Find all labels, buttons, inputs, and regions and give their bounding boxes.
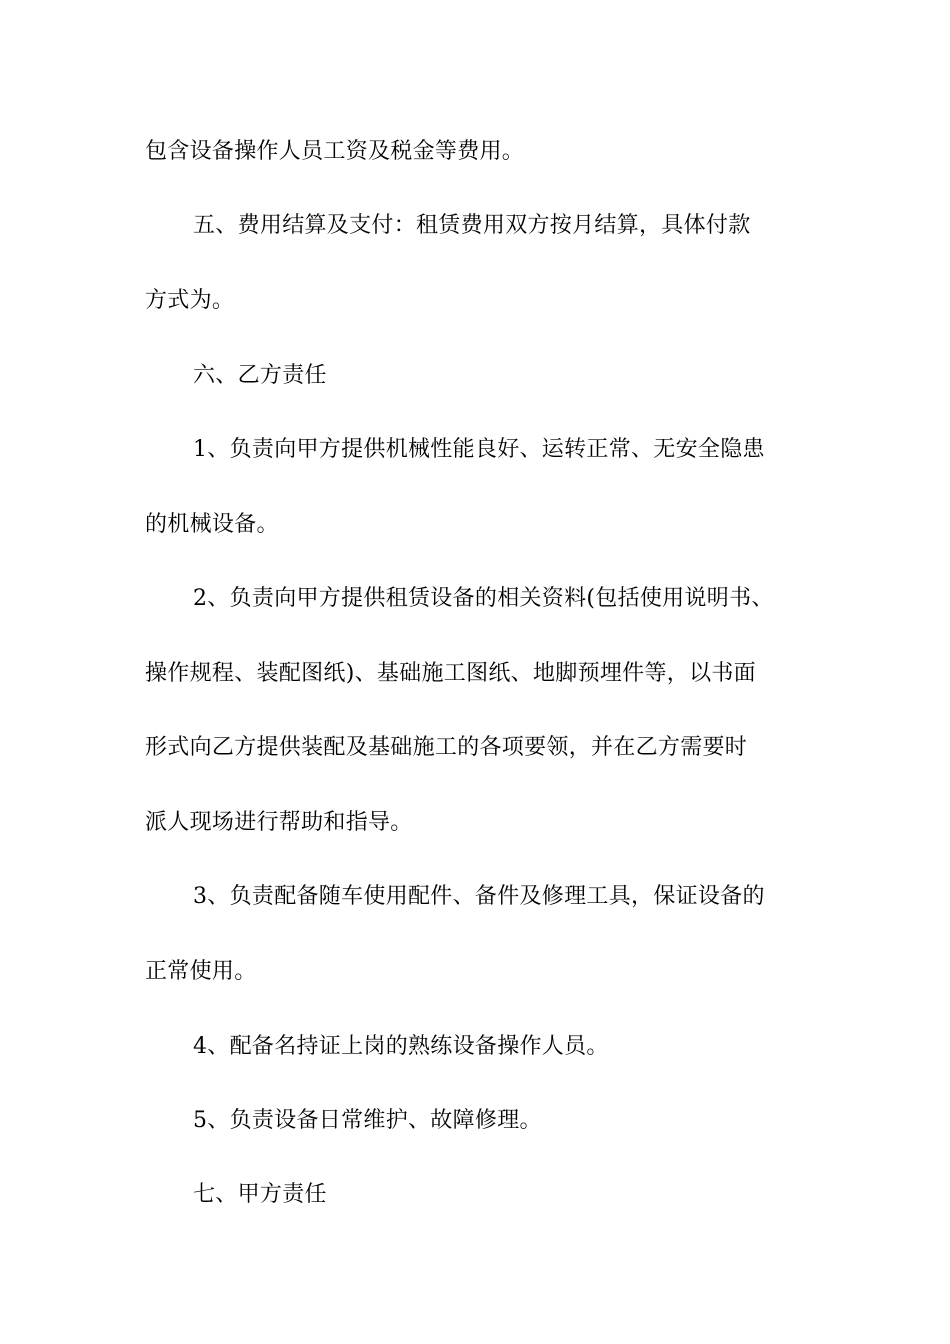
- list-item: 1、负责向甲方提供机械性能良好、运转正常、无安全隐患: [193, 437, 765, 462]
- list-item: 2、负责向甲方提供租赁设备的相关资料(包括使用说明书、: [193, 586, 774, 611]
- text-line: 操作规程、装配图纸)、基础施工图纸、地脚预埋件等，以书面: [145, 661, 756, 686]
- section-heading-payment: 五、费用结算及支付：租赁费用双方按月结算，具体付款: [193, 213, 751, 238]
- text-line: 包含设备操作人员工资及税金等费用。: [145, 139, 525, 164]
- section-heading-party-a: 七、甲方责任: [193, 1182, 327, 1207]
- list-item: 5、负责设备日常维护、故障修理。: [193, 1108, 542, 1133]
- list-item: 4、配备名持证上岗的熟练设备操作人员。: [193, 1034, 609, 1059]
- text-line: 方式为。: [145, 288, 235, 313]
- text-line: 的机械设备。: [145, 512, 279, 537]
- text-line: 派人现场进行帮助和指导。: [145, 810, 413, 835]
- text-line: 正常使用。: [145, 959, 257, 984]
- text-line: 形式向乙方提供装配及基础施工的各项要领，并在乙方需要时: [145, 735, 748, 760]
- section-heading-party-b: 六、乙方责任: [193, 363, 327, 388]
- list-item: 3、负责配备随车使用配件、备件及修理工具，保证设备的: [193, 884, 765, 909]
